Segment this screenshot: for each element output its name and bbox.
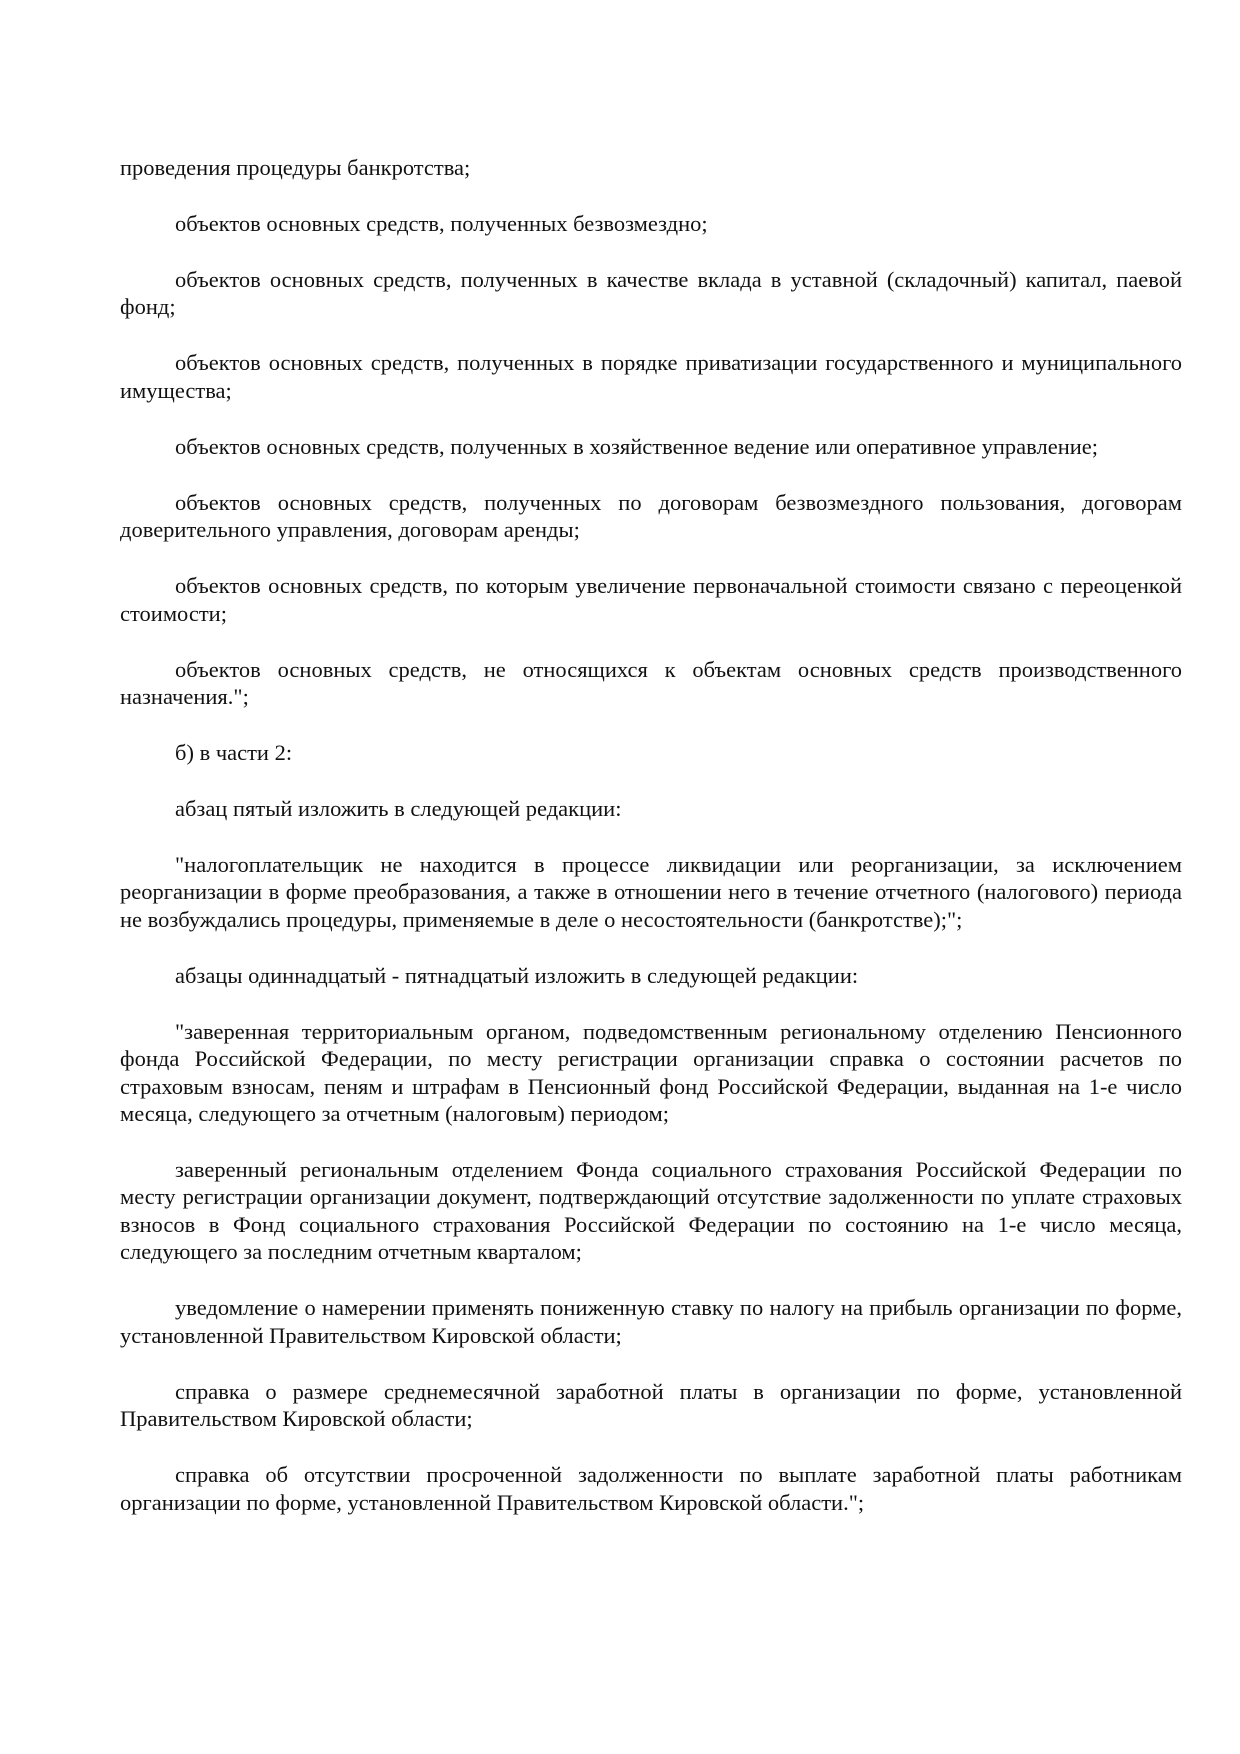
- paragraph: заверенный региональным отделением Фонда социального страхования Российской Федерации по месту регистрации организации документ, подтверждающий отсутствие задолженности по уплате страховых взносов в Фонд социального страхования Российской Федерации по состоянию на 1-е число месяца, следующего за последним отчетным кварталом;: [120, 1157, 1182, 1265]
- paragraph: абзац пятый изложить в следующей редакции:: [175, 796, 622, 822]
- paragraph: "заверенная территориальным органом, подведомственным региональному отделению Пенсионного фонда Российской Федерации, по месту регистрации организации справка о состоянии расчетов по страховым взносам, пеням и штрафам в Пенсионный фонд Российской Федерации, выданная на 1-е число месяца, следующего за отчетным (налоговым) периодом;: [120, 1018, 1182, 1127]
- paragraph: объектов основных средств, полученных в качестве вклада в уставной (складочный) капитал, паевой фонд;: [120, 267, 1182, 320]
- paragraph: уведомление о намерении применять пониженную ставку по налогу на прибыль организации по форме, установленной Правительством Кировской области;: [120, 1295, 1182, 1348]
- paragraph: объектов основных средств, полученных в порядке приватизации государственного и муниципального имущества;: [120, 350, 1182, 403]
- paragraph: объектов основных средств, полученных безвозмездно;: [175, 211, 708, 236]
- paragraph: объектов основных средств, полученных в хозяйственное ведение или оперативное управление;: [175, 433, 1099, 459]
- paragraph: объектов основных средств, по которым увеличение первоначальной стоимости связано с переоценкой стоимости;: [120, 573, 1182, 626]
- paragraph: абзацы одиннадцатый - пятнадцатый изложить в следующей редакции:: [175, 962, 859, 988]
- paragraph: справка о размере среднемесячной заработной платы в организации по форме, установленной Правительством Кировской области;: [120, 1378, 1182, 1432]
- paragraph: проведения процедуры банкротства;: [120, 155, 471, 180]
- paragraph: справка об отсутствии просроченной задолженности по выплате заработной платы работникам организации по форме, установленной Правительством Кировской области.";: [120, 1462, 1182, 1515]
- document-page: [120, 154, 1182, 1545]
- paragraph: объектов основных средств, не относящихся к объектам основных средств производственного назначения.";: [120, 656, 1182, 710]
- paragraph: объектов основных средств, полученных по договорам безвозмездного пользования, договорам доверительного управления, договорам аренды;: [120, 489, 1182, 543]
- paragraph: б) в части 2:: [175, 740, 293, 766]
- paragraph: "налогоплательщик не находится в процессе ликвидации или реорганизации, за исключением реорганизации в форме преобразования, а также в отношении него в течение отчетного (налогового) периода не возбуждались процедуры, применяемые в деле о несостоятельности (банкротстве);";: [120, 852, 1182, 932]
